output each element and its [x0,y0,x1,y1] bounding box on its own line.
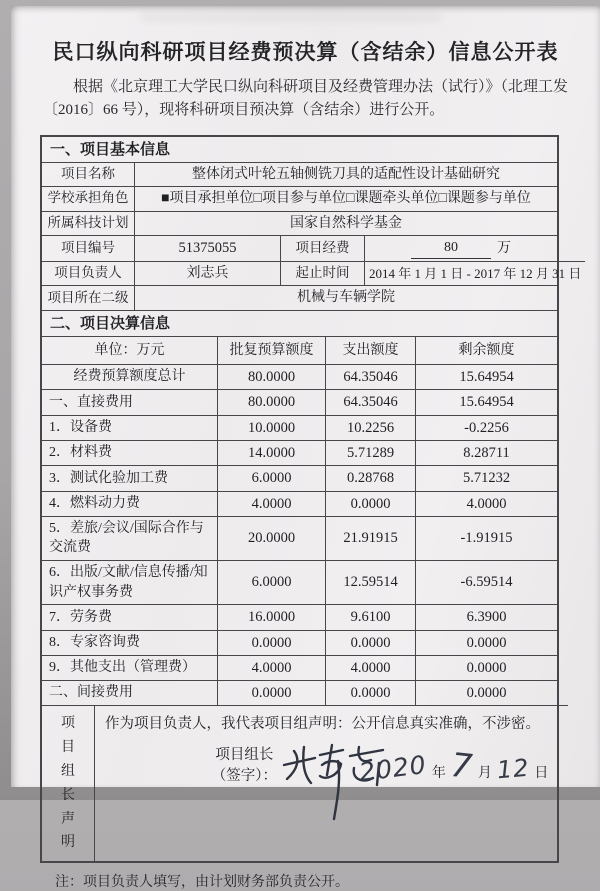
col-budget-header: 批复预算额度 [217,336,325,364]
date-day-unit: 日 [534,765,549,781]
table-row [42,516,557,560]
funding-amount: 80 [411,238,491,259]
budget-cell: 0.0000 [217,680,325,705]
settlement-header-row [42,336,557,364]
row-project-name [42,162,557,187]
table-row [42,604,557,629]
table-row [42,389,557,414]
photographed-form-page [11,6,600,891]
remaining-cell: -1.91915 [415,516,557,560]
remaining-cell: 15.64954 [415,389,557,414]
row-dept [42,285,557,310]
spent-cell: 12.59514 [325,560,415,604]
budget-cell: 16.0000 [217,604,325,629]
row-pi-period [42,261,582,286]
remaining-cell: 15.64954 [415,364,557,389]
declaration-label: 项目组长声明 [42,705,94,861]
table-row [42,491,557,516]
row-label: 经费预算额度总计 [42,364,217,389]
row-label: 2．材料费 [42,440,217,465]
row-label: 4．燃料动力费 [42,491,217,516]
program-label: 所属科技计划 [42,211,134,236]
row-label: 7．劳务费 [42,604,217,629]
row-program [42,211,557,236]
date-year: 2020 [357,749,429,787]
unit-header: 单位：万元 [42,336,217,364]
spent-cell: 4.0000 [325,655,415,680]
row-label: 二、间接费用 [42,680,217,705]
remaining-cell: 8.28711 [415,440,557,465]
section2-heading-row [42,310,557,336]
spent-cell: 10.2256 [325,415,415,440]
declaration-statement: 作为项目负责人，我代表项目组声明：公开信息真实准确，不涉密。 [105,716,540,733]
spent-cell: 5.71289 [325,440,415,465]
budget-cell: 10.0000 [217,415,325,440]
remaining-cell: -0.2256 [415,415,557,440]
spent-cell: 21.91915 [325,516,415,560]
funding-label: 项目经费 [280,235,364,261]
spent-cell: 0.0000 [325,680,415,705]
footnote: 注：项目负责人填写，由计划财务部负责公开。 [55,875,349,891]
budget-cell: 14.0000 [217,440,325,465]
handwritten-signature [284,739,359,793]
table-row [42,560,557,604]
project-name-value: 整体闭式叶轮五轴侧铣刀具的适配性设计基础研究 [134,162,557,187]
school-role-options: ■项目承担单位□项目参与单位□课题牵头单位□课题参与单位 [134,186,557,211]
section1-heading: 一、项目基本信息 [50,140,171,158]
remaining-cell: 0.0000 [415,680,557,705]
spent-cell: 64.35046 [325,364,415,389]
dept-value: 机械与车辆学院 [134,285,557,310]
table-row [42,440,557,465]
date-year-unit: 年 [431,765,446,781]
row-label: 1．设备费 [42,415,217,440]
date-day: 12 [495,753,531,784]
spent-cell: 9.6100 [325,604,415,629]
row-label: 5．差旅/会议/国际合作与交流费 [42,516,217,560]
dept-label: 项目所在二级 [42,285,134,310]
page-title: 民口纵向科研项目经费预决算（含结余）信息公开表 [52,41,559,64]
table-row [42,465,557,490]
table-row [42,415,557,440]
spent-cell: 0.0000 [325,630,415,655]
table-row [42,364,557,389]
remaining-cell: 5.71232 [415,465,557,490]
funding-value [364,235,557,261]
spent-cell: 64.35046 [325,389,415,414]
date-month: 7 [448,744,475,786]
budget-cell: 6.0000 [217,465,325,490]
project-no-value: 51375055 [134,235,280,261]
signature-line [105,739,558,793]
project-name-label: 项目名称 [42,162,134,187]
pi-value: 刘志兵 [134,261,280,286]
row-label: 3．测试化验加工费 [42,465,217,490]
spent-cell: 0.0000 [325,491,415,516]
section1-heading-row [42,137,557,162]
spent-cell: 0.28768 [325,465,415,490]
sign-label: 项目组长（签字）： [211,747,278,784]
row-label: 8．专家咨询费 [42,630,217,655]
remaining-cell: 0.0000 [415,630,557,655]
school-role-label: 学校承担角色 [42,186,134,211]
remaining-cell: 6.3900 [415,604,557,629]
table-row [42,630,557,655]
disclosure-table [40,135,582,864]
col-remaining-header: 剩余额度 [415,336,557,364]
date-month-unit: 月 [477,765,492,781]
row-label: 6．出版/文献/信息传播/知识产权事务费 [42,560,217,604]
remaining-cell: -6.59514 [415,560,557,604]
table-row [42,655,557,680]
pi-label: 项目负责人 [42,261,134,286]
program-value: 国家自然科学基金 [134,211,557,236]
remaining-cell: 4.0000 [415,491,557,516]
period-label: 起止时间 [280,261,364,286]
table-row [42,680,557,705]
project-no-label: 项目编号 [42,235,134,261]
remaining-cell: 0.0000 [415,655,557,680]
page-bleedthrough-smudge [141,13,441,22]
budget-cell: 0.0000 [217,630,325,655]
section2-heading: 二、项目决算信息 [42,310,557,336]
funding-unit: 万 [497,240,511,256]
budget-cell: 4.0000 [217,655,325,680]
budget-cell: 80.0000 [217,364,325,389]
row-school-role [42,186,557,211]
row-label: 一、直接费用 [42,389,217,414]
row-project-no-funding [42,235,557,261]
declaration-row [42,705,557,861]
intro-paragraph: 根据《北京理工大学民口纵向科研项目及经费管理办法（试行）》（北理工发〔2016〕66 号），现将科研项目预决算（含结余）进行公开。 [43,79,569,119]
declaration-content [94,705,568,861]
budget-cell: 80.0000 [217,389,325,414]
budget-cell: 4.0000 [217,491,325,516]
budget-cell: 6.0000 [217,560,325,604]
col-spent-header: 支出额度 [325,336,415,364]
budget-cell: 20.0000 [217,516,325,560]
period-value: 2014 年 1 月 1 日 - 2017 年 12 月 31 日 [364,261,585,286]
row-label: 9．其他支出（管理费） [42,655,217,680]
